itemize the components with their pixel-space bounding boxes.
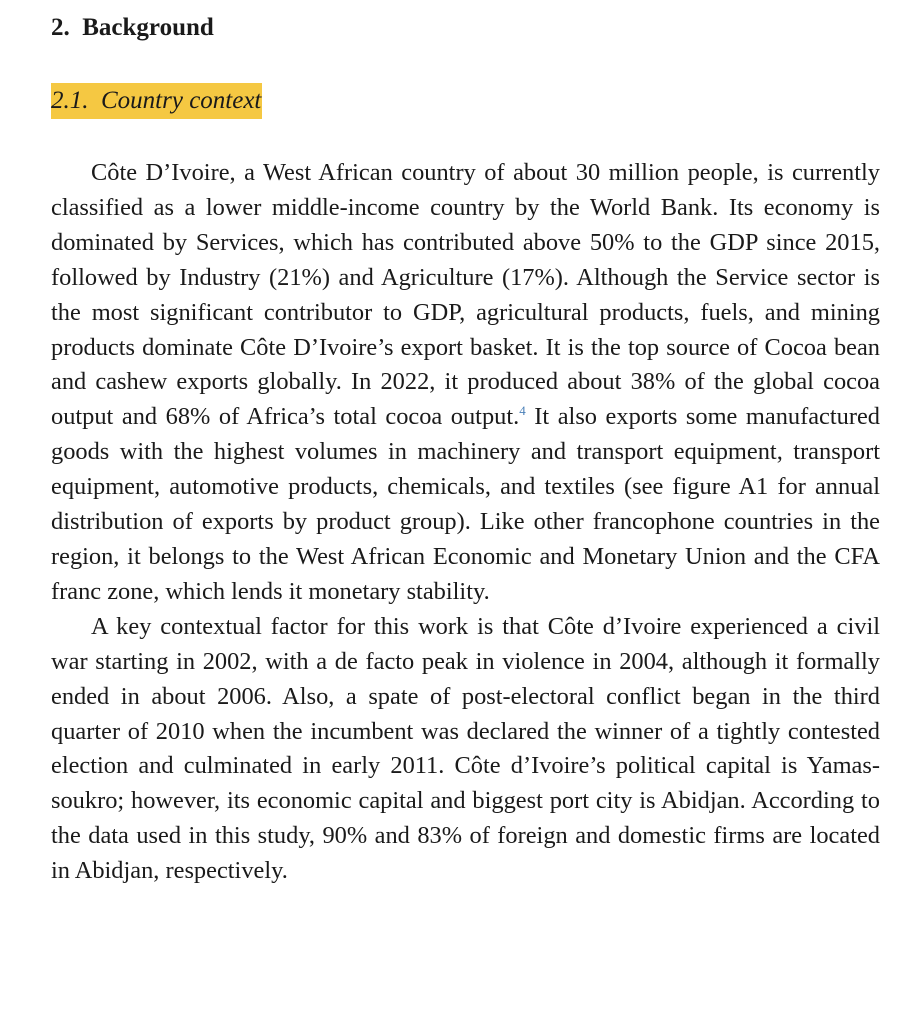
section-title: Background <box>82 14 214 41</box>
paragraph-1-text-continued: It also exports some manufactured goods with the highest volumes in machinery and transport equipment, transport equipment, automotive products, chemicals, and textiles (see figure A1 for annual distribution of exports by product group). Like other francophone countries in the region, it belongs to the West African Economic and Monetary Union and the CFA franc zone, which lends it monetary stability. <box>51 403 880 605</box>
section-heading <box>51 12 214 44</box>
highlighted-subsection-title <box>51 83 262 119</box>
section-number: 2. <box>51 14 70 41</box>
subsection-number: 2.1. <box>51 87 89 114</box>
body-text <box>51 156 880 889</box>
paragraph-1 <box>51 156 880 610</box>
paragraph-1-text: Côte D’Ivoire, a West African country of about 30 million people, is currently classified as a lower middle-income country by the World Bank. Its economy is dominated by Services, which has contributed above 50% to the GDP since 2015, followed by Industry (21%) and Agriculture (17%). Although the Service sector is the most significant contributor to GDP, agricultural products, fuels, and mining products dominate Côte D’Ivoire’s export basket. It is the top source of Cocoa bean and cashew exports globally. In 2022, it produced about 38% of the global cocoa output and 68% of Africa’s total cocoa output. <box>51 159 880 431</box>
paragraph-2: A key contextual factor for this work is that Côte d’Ivoire experienced a civil war starting in 2002, with a de facto peak in violence in 2004, although it formally ended in about 2006. Also, a spate of post-electoral conflict began in the third quarter of 2010 when the incumbent was declared the winner of a tightly contested election and culminated in early 2011. Côte d’Ivoire’s political capital is Yamassoukro; however, its economic capital and biggest port city is Abidjan. According to the data used in this study, 90% and 83% of foreign and domestic firms are located in Abidjan, respectively. <box>51 612 880 885</box>
footnote-link[interactable]: 4 <box>519 403 526 419</box>
subsection-heading <box>51 83 262 119</box>
subsection-title: Country context <box>101 87 262 114</box>
